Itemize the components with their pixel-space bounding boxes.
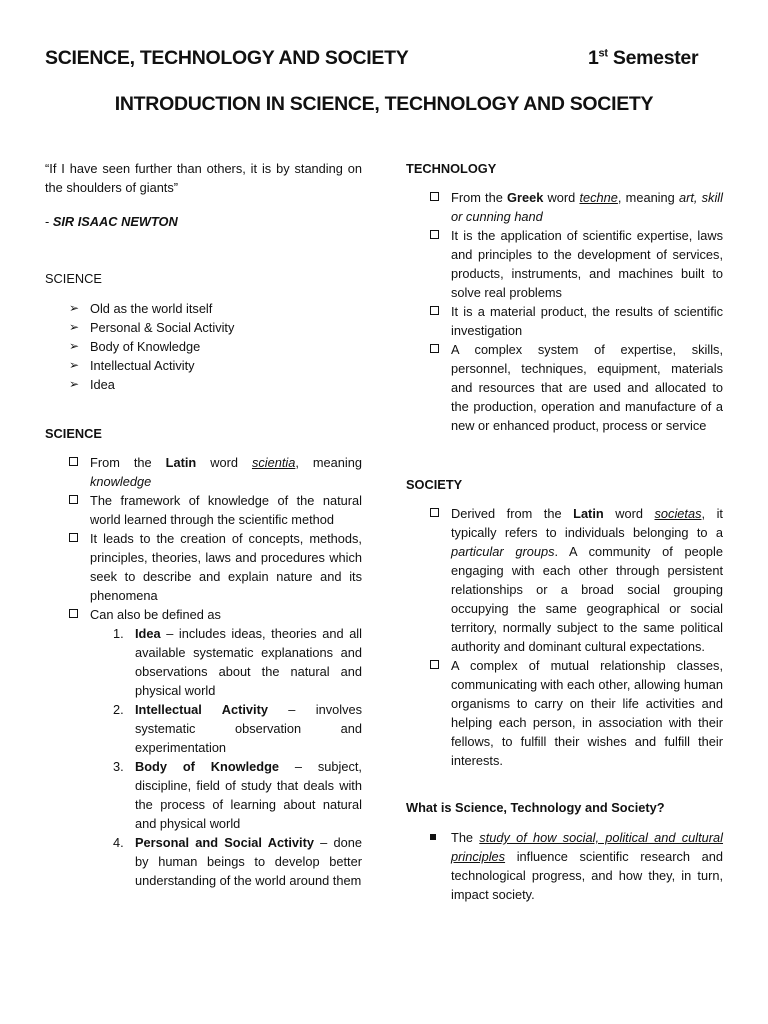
- list-item: ➢ Intellectual Activity: [69, 358, 195, 373]
- arrow-bullet-icon: ➢: [69, 377, 80, 391]
- list-item: ➢ Idea: [69, 377, 115, 392]
- list-item: ➢ Body of Knowledge: [69, 339, 201, 354]
- arrow-bullet-icon: ➢: [69, 301, 80, 315]
- left-column: [45, 159, 362, 890]
- checkbox-bullet-icon: [430, 344, 439, 353]
- checkbox-bullet-icon: [69, 457, 78, 466]
- technology-heading: TECHNOLOGY: [406, 161, 497, 176]
- sts-list: [406, 828, 723, 904]
- list-item: A complex of mutual relationship classes, communicating with each other, allowing human organisms to carry on their life activities and helping each person, in association with their fellows, to fulfill their wishes and fulfill their interests.: [406, 656, 723, 770]
- semester-label: [588, 47, 698, 70]
- science-heading: SCIENCE: [45, 426, 102, 441]
- right-column: [406, 159, 723, 904]
- checkbox-bullet-icon: [430, 306, 439, 315]
- numbered-item: 2. Intellectual Activity – involves systematic observation and experimentation: [113, 702, 362, 755]
- list-item: It leads to the creation of concepts, methods, principles, theories, laws and procedures which seek to describe and explain nature and its phenomena: [45, 529, 362, 605]
- list-item: ➢ Personal & Social Activity: [69, 320, 235, 335]
- list-item: A complex system of expertise, skills, personnel, techniques, equipment, materials and resources that are used and allocated to the production, operation and manufacture of a new or enhanced product, process or service: [406, 340, 723, 435]
- list-item: From the Latin word scientia, meaning knowledge: [45, 453, 362, 491]
- quote-text: “If I have seen further than others, it is by standing on the shoulders of giants”: [45, 161, 362, 195]
- science-definition-list: [45, 453, 362, 624]
- quote-dash: -: [45, 214, 53, 229]
- list-item: ➢ Old as the world itself: [69, 301, 213, 316]
- checkbox-bullet-icon: [430, 660, 439, 669]
- numbered-item: 3. Body of Knowledge – subject, discipline, field of study that deals with the process of learning about natural and physical world: [113, 759, 362, 831]
- science-subdefinitions: [45, 624, 362, 890]
- checkbox-bullet-icon: [69, 495, 78, 504]
- list-item: Can also be defined as: [45, 605, 362, 624]
- list-item: The framework of knowledge of the natural world learned through the scientific method: [45, 491, 362, 529]
- course-title: SCIENCE, TECHNOLOGY AND SOCIETY: [45, 47, 409, 69]
- list-item: It is a material product, the results of scientific investigation: [406, 302, 723, 340]
- semester-number: 1: [588, 47, 599, 69]
- arrow-bullet-icon: ➢: [69, 320, 80, 334]
- science-intro-heading: SCIENCE: [45, 271, 102, 286]
- quote-author: SIR ISAAC NEWTON: [52, 214, 178, 229]
- arrow-bullet-icon: ➢: [69, 358, 80, 372]
- document-title: INTRODUCTION IN SCIENCE, TECHNOLOGY AND SOCIETY: [114, 93, 654, 115]
- list-item: From the Greek word techne, meaning art, skill or cunning hand: [406, 188, 723, 226]
- numbered-item: 1. Idea – includes ideas, theories and all available systematic explanations and observations about the natural and physical world: [113, 626, 362, 698]
- checkbox-bullet-icon: [69, 533, 78, 542]
- science-intro-list: [45, 299, 362, 394]
- list-item: Derived from the Latin word societas, it typically refers to individuals belonging to a particular groups. A community of people engaging with each other through persistent relationships or a broad social grouping occupying the same geographical or social territory, normally subject to the same political authority and dominant cultural expectations.: [406, 504, 723, 656]
- checkbox-bullet-icon: [430, 230, 439, 239]
- society-list: [406, 504, 723, 770]
- semester-word: Semester: [612, 47, 699, 69]
- list-item: It is the application of scientific expertise, laws and principles to the development of services, products, instruments, and machines built to solve real problems: [406, 226, 723, 302]
- checkbox-bullet-icon: [430, 192, 439, 201]
- technology-list: [406, 188, 723, 435]
- arrow-bullet-icon: ➢: [69, 339, 80, 353]
- numbered-item: 4. Personal and Social Activity – done by human beings to develop better understanding of the world around them: [113, 835, 362, 888]
- sts-heading: What is Science, Technology and Society?: [406, 800, 665, 815]
- quote-author-line: [45, 212, 362, 231]
- checkbox-bullet-icon: [69, 609, 78, 618]
- square-bullet-icon: [430, 834, 436, 840]
- society-heading: SOCIETY: [406, 477, 463, 492]
- semester-ordinal: st: [598, 47, 608, 60]
- checkbox-bullet-icon: [430, 508, 439, 517]
- list-item: The study of how social, political and cultural principles influence scientific research and technological progress, and how they, in turn, impact society.: [406, 828, 723, 904]
